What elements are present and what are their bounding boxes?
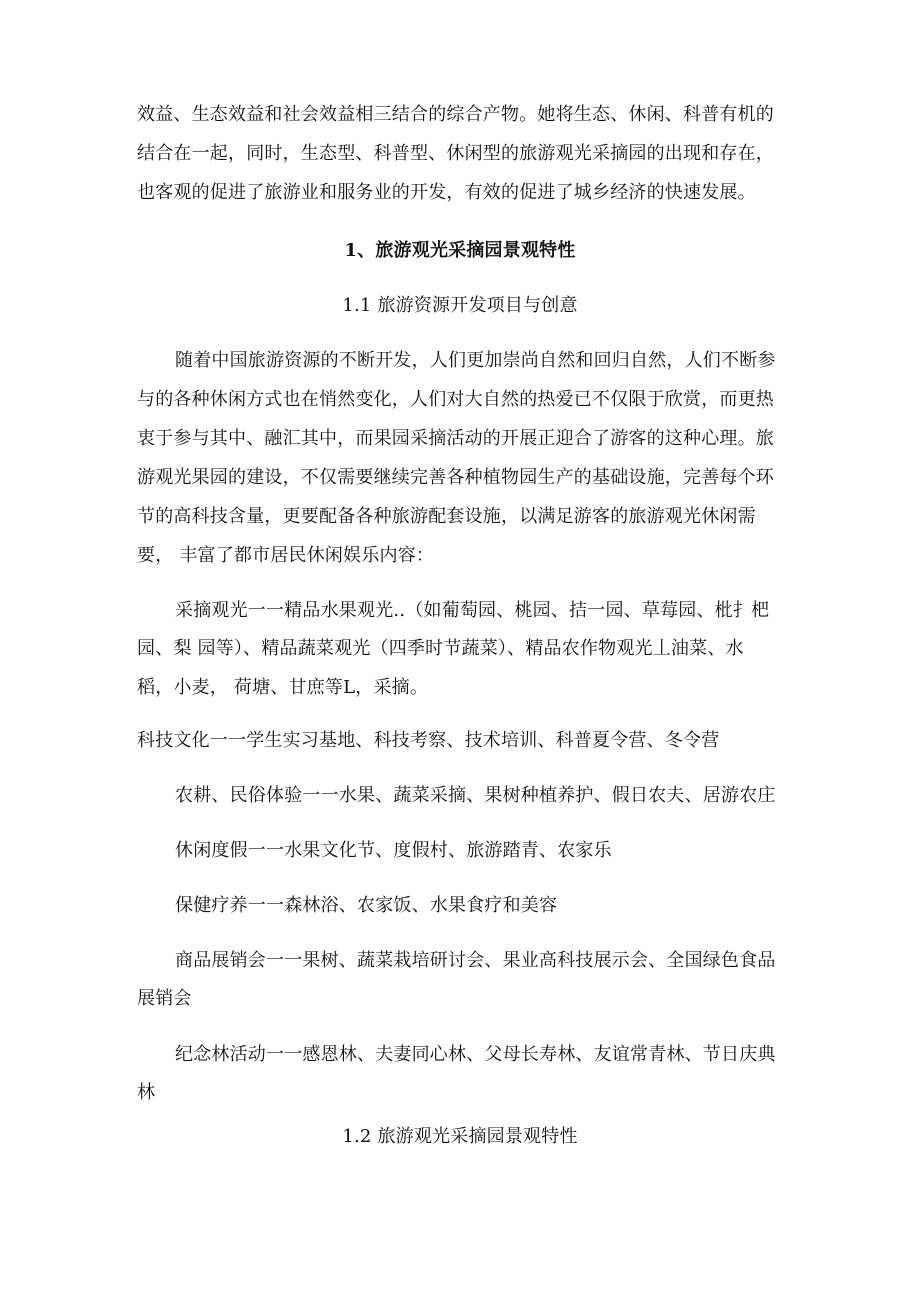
paragraph-line: 游观光果园的建设，不仅需要继续完善各种植物园生产的基础设施，完善每个环 — [137, 467, 774, 488]
list-item: 采摘观光一一精品水果观光..（如葡萄园、桃园、拮一园、草莓园、枇扌杷 — [175, 600, 770, 621]
paragraph-line: 要， 丰富了都市居民休闲娱乐内容： — [137, 545, 435, 566]
list-item: 纪念林活动一一感恩林、夫妻同心林、父母长寿林、友谊常青林、节日庆典 — [175, 1044, 776, 1065]
paragraph-line: 随着中国旅游资源的不断开发，人们更加崇尚自然和回归自然，人们不断参 — [175, 350, 776, 371]
paragraph-line: 节的高科技含量，更要配备各种旅游配套设施，以满足游客的旅游观光休闲需 — [137, 506, 756, 527]
list-item-continuation: 园、梨 园等）、精品蔬菜观光（四季时节蔬菜）、精品农作物观光丄油菜、水 — [137, 638, 744, 659]
list-item-continuation: 展销会 — [137, 988, 192, 1009]
list-item: 商品展销会一一果树、蔬菜栽培研讨会、果业高科技展示会、全国绿色食品 — [175, 950, 776, 971]
subsection-heading: 1.2 旅游观光采摘园景观特性 — [342, 1126, 578, 1147]
intro-line: 效益、生态效益和社会效益相三结合的综合产物。她将生态、休闲、科普有机的 — [137, 104, 774, 125]
intro-line: 结合在一起，同时，生态型、科普型、休闲型的旅游观光采摘园的出现和存在， — [137, 143, 774, 164]
list-item-continuation: 稻，小麦， 荷塘、甘庶等L，采摘。 — [137, 677, 429, 698]
intro-line: 也客观的促进了旅游业和服务业的开发，有效的促进了城乡经济的快速发展。 — [137, 182, 756, 203]
paragraph-line: 与的各种休闲方式也在悄然变化，人们对大自然的热爱已不仅限于欣赏，而更热 — [137, 389, 774, 410]
list-item: 休闲度假一一水果文化节、度假村、旅游踏青、农家乐 — [175, 840, 612, 861]
list-item: 农耕、民俗体验一一水果、蔬菜采摘、果树种植养护、假日农夫、居游农庄 — [175, 785, 776, 806]
list-item: 科技文化一一学生实习基地、科技考察、技术培训、科普夏令营、冬令营 — [137, 730, 720, 751]
subsection-heading: 1.1 旅游资源开发项目与创意 — [342, 295, 578, 316]
paragraph-line: 衷于参与其中、融汇其中，而果园采摘活动的开展正迎合了游客的这种心理。旅 — [137, 428, 774, 449]
section-heading: 1、旅游观光采摘园景观特性 — [344, 240, 576, 261]
list-item-continuation: 林 — [137, 1082, 156, 1103]
list-item: 保健疗养一一森林浴、农家饭、水果食疗和美容 — [175, 895, 558, 916]
